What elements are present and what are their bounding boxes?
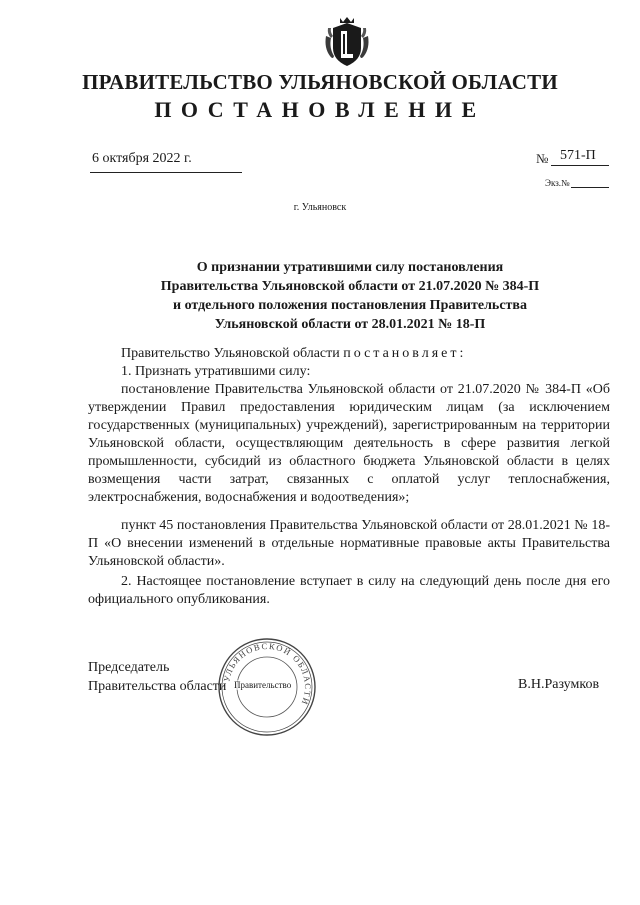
copy-number-label: Экз.№ xyxy=(545,178,570,188)
document-number: 571-П xyxy=(560,148,596,163)
seal-text: Правительство xyxy=(234,680,292,690)
title-line: О признании утратившими силу постановления xyxy=(196,260,504,275)
clause-repealed-point: пункт 45 постановления Правительства Ульяновской области от 28.01.2021 № 18-П «О внесении изменений в отдельные нормативные правовые акты Правительства Ульяновской области». xyxy=(88,518,610,569)
number-prefix: № xyxy=(536,151,549,166)
title-line: Правительства Ульяновской области от 21.07.2020 № 384-П xyxy=(160,279,540,294)
copy-number-underline xyxy=(571,187,609,188)
city: г. Ульяновск xyxy=(293,202,347,213)
seal-ring-text: УЛЬЯНОВСКОЙ ОБЛАСТИ xyxy=(221,640,314,708)
coat-of-arms-icon xyxy=(322,14,372,70)
title-line: Ульяновской области от 28.01.2021 № 18-П xyxy=(214,317,486,332)
date-underline xyxy=(90,172,242,173)
preamble xyxy=(88,345,610,363)
document-type: ПОСТАНОВЛЕНИЕ xyxy=(154,97,486,122)
preamble-lead: Правительство Ульяновской области xyxy=(121,346,340,361)
item-1: 1. Признать утратившими силу: xyxy=(121,364,311,379)
clause-repealed-resolution: постановление Правительства Ульяновской области от 21.07.2020 № 384-П «Об утверждении Правил предоставления юридическим лицам (за исключением государственных (муниципальных) учреждений), зарегистрированным на территории Ульяновской области, осуществляющим деятельность в сфере развития легкой промышленности, субсидий из областного бюджета Ульяновской области в целях возмещения части затрат, связанных с оплатой услуг теплоснабжения, электроснабжения, водоснабжения и водоотведения»; xyxy=(88,382,610,505)
number-underline xyxy=(551,165,609,166)
signatory-name: В.Н.Разумков xyxy=(518,677,600,692)
item-2: 2. Настоящее постановление вступает в силу на следующий день после дня его официального опубликования. xyxy=(88,574,610,607)
signatory-role-line: Председатель xyxy=(88,660,170,675)
title-line: и отдельного положения постановления Правительства xyxy=(173,298,527,313)
signatory-role-line: Правительства области xyxy=(88,679,227,694)
organization-title: ПРАВИТЕЛЬСТВО УЛЬЯНОВСКОЙ ОБЛАСТИ xyxy=(82,70,558,94)
signatory-role xyxy=(88,658,226,696)
document-title xyxy=(90,258,610,334)
document-date: 6 октября 2022 г. xyxy=(92,151,192,166)
preamble-verb: постановляет: xyxy=(343,346,467,361)
